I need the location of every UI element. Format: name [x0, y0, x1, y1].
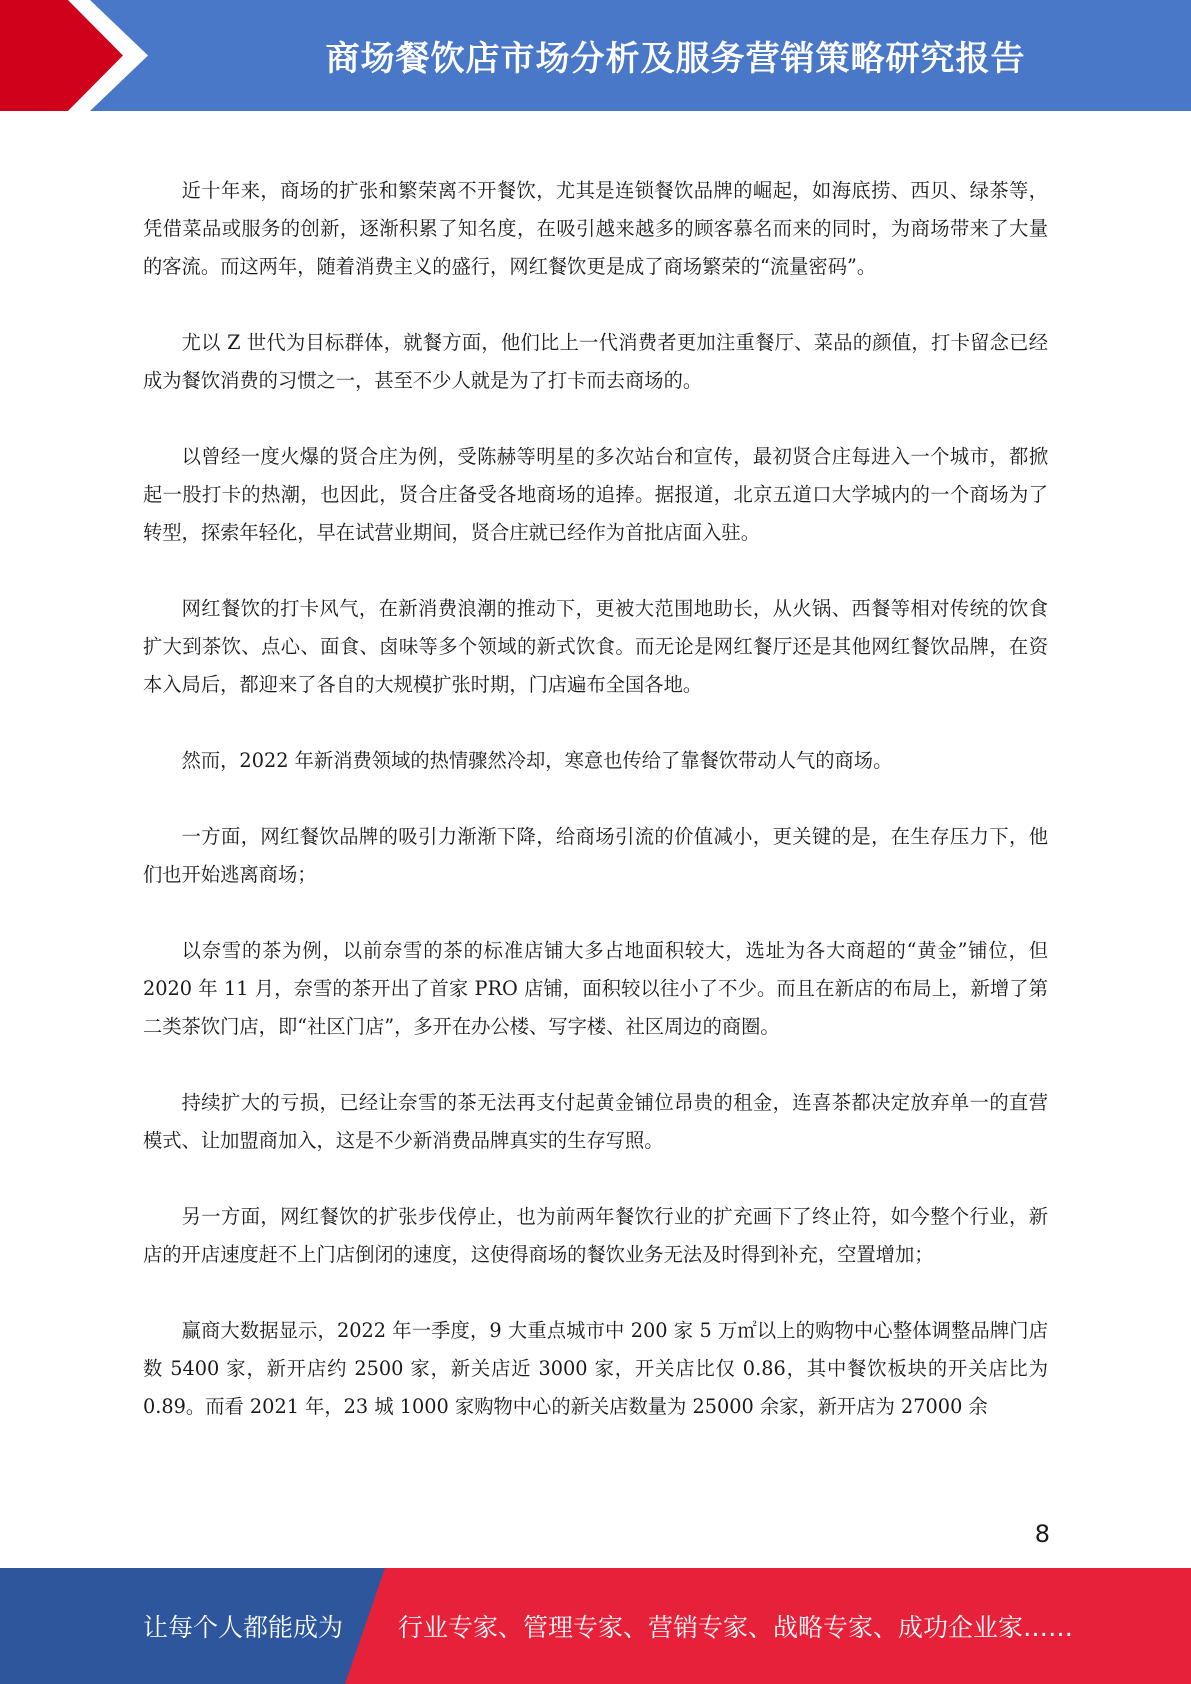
header-arrow-decoration: [0, 0, 160, 111]
paragraph: 近十年来，商场的扩张和繁荣离不开餐饮，尤其是连锁餐饮品牌的崛起，如海底捞、西贝、绿茶等，凭借菜品或服务的创新，逐渐积累了知名度，在吸引越来越多的顾客慕名而来的同时，为商场带来了大量的客流。而这两年，随着消费主义的盛行，网红餐饮更是成了商场繁荣的“流量密码”。: [143, 179, 1048, 278]
footer-slogan-left: 让每个人都能成为: [143, 1613, 344, 1642]
paragraph: 持续扩大的亏损，已经让奈雪的茶无法再支付起黄金铺位昂贵的租金，连喜茶都决定放弃单一的直营模式、让加盟商加入，这是不少新消费品牌真实的生存写照。: [143, 1091, 1048, 1152]
paragraph: 尤以 Z 世代为目标群体，就餐方面，他们比上一代消费者更加注重餐厅、菜品的颜值，打卡留念已经成为餐饮消费的习惯之一，甚至不少人就是为了打卡而去商场的。: [143, 331, 1048, 392]
paragraph: 一方面，网红餐饮品牌的吸引力渐渐下降，给商场引流的价值减小，更关键的是，在生存压力下，他们也开始逃离商场；: [143, 825, 1048, 886]
paragraph: 以曾经一度火爆的贤合庄为例，受陈赫等明星的多次站台和宣传，最初贤合庄每进入一个城市，都掀起一股打卡的热潮，也因此，贤合庄备受各地商场的追捧。据报道，北京五道口大学城内的一个商场为了转型，探索年轻化，早在试营业期间，贤合庄就已经作为首批店面入驻。: [143, 445, 1048, 544]
report-title: 商场餐饮店市场分析及服务营销策略研究报告: [325, 39, 1026, 79]
footer-banner: [0, 1568, 1191, 1684]
header-bar: [0, 0, 1191, 111]
paragraph: 然而，2022 年新消费领域的热情骤然冷却，寒意也传给了靠餐饮带动人气的商场。: [181, 749, 893, 772]
paragraph: 赢商大数据显示，2022 年一季度，9 大重点城市中 200 家 5 万㎡以上的购物中心整体调整品牌门店数 5400 家，新开店约 2500 家，新关店近 3000 家，开关店比仅 0.86，其中餐饮板块的开关店比为 0.89。而看 2021 年，23 城 1000 家购物中心的新关店数量为 25000 余家，新开店为 27000 余: [143, 1319, 1048, 1418]
footer-slogan-right: 行业专家、管理专家、营销专家、战略专家、成功企业家……: [398, 1613, 1074, 1642]
paragraph: 另一方面，网红餐饮的扩张步伐停止，也为前两年餐饮行业的扩充画下了终止符，如今整个行业，新店的开店速度赶不上门店倒闭的速度，这使得商场的餐饮业务无法及时得到补充，空置增加；: [143, 1205, 1048, 1266]
article-body: [143, 172, 1048, 1464]
page-number: 8: [1034, 1520, 1050, 1548]
paragraph: 网红餐饮的打卡风气，在新消费浪潮的推动下，更被大范围地助长，从火锅、西餐等相对传统的饮食扩大到茶饮、点心、面食、卤味等多个领域的新式饮食。而无论是网红餐厅还是其他网红餐饮品牌，在资本入局后，都迎来了各自的大规模扩张时期，门店遍布全国各地。: [143, 597, 1048, 696]
paragraph: 以奈雪的茶为例，以前奈雪的茶的标准店铺大多占地面积较大，选址为各大商超的“黄金”铺位，但 2020 年 11 月，奈雪的茶开出了首家 PRO 店铺，面积较以往小了不少。而且在新店的布局上，新增了第二类茶饮门店，即“社区门店”，多开在办公楼、写字楼、社区周边的商圈。: [143, 939, 1048, 1038]
